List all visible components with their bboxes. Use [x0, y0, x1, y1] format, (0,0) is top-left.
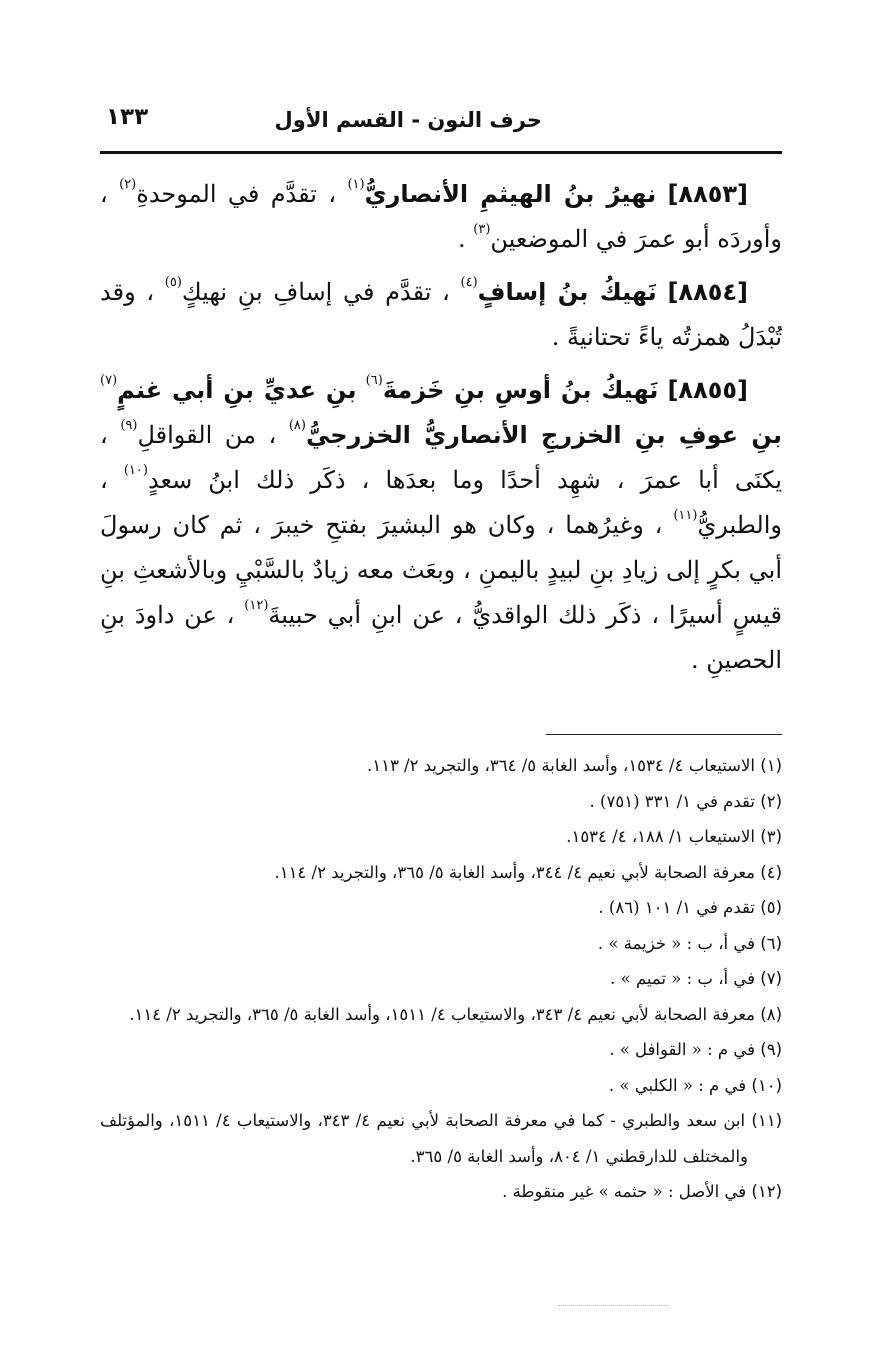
footnote-text: معرفة الصحابة لأبي نعيم ٤/ ٣٤٣، والاستيعاب ٤/ ١٥١١، وأسد الغابة ٥/ ٣٦٥، والتجريد ٢/ ١١٤. [129, 1004, 755, 1024]
footnote-text: في الأصل : « حثمه » غير منقوطة . [502, 1182, 747, 1201]
entry-text: ، عن داودَ بنِ الحصينِ . [100, 601, 782, 674]
footnote [100, 926, 782, 962]
footnote-number: (٤) [760, 862, 782, 882]
footnote-ref: (١٢) [244, 598, 269, 613]
footnote-ref: (١) [347, 177, 365, 192]
footnote-number: (٨) [760, 1004, 782, 1024]
entry-text: ، وغيرُهما ، وكان هو البشيرَ بفتحِ خيبرَ ، ثم كان رسولَ أبي بكرٍ إلى زيادِ بنِ لبيدٍ باليمنِ ، وبعَث معه زيادٌ بالسَّبْيِ وبالأشعثِ بنِ قيسٍ أسيرًا ، ذكَر ذلك الواقديُّ ، عن ابنِ أبي حبيبةَ [100, 511, 783, 629]
entry-name: بنِ عوفِ بنِ الخزرجِ الأنصاريُّ الخزرجيُّ [305, 421, 782, 449]
entry-text: ، وأوردَه أبو عمرَ في الموضعين [100, 180, 782, 253]
running-title: حرف النون - القسم الأول [274, 108, 542, 132]
footnote-text: في أ، ب : « تميم » . [610, 969, 755, 988]
footnote [100, 997, 782, 1033]
footnote-ref: (٦) [365, 373, 383, 388]
footnote-ref: (٨) [288, 418, 306, 433]
footnote [100, 1032, 782, 1068]
entry-8853 [100, 172, 782, 262]
entry-number: [٨٨٥٣] [667, 180, 748, 208]
entry-8854 [100, 270, 782, 360]
footnote [100, 1174, 782, 1210]
footnote [100, 819, 782, 855]
footnote-number: (٩) [760, 1040, 782, 1059]
page-number: ١٣٣ [106, 104, 149, 130]
footnote-text: معرفة الصحابة لأبي نعيم ٤/ ٣٤٤، وأسد الغابة ٥/ ٣٦٥، والتجريد ٢/ ١١٤. [274, 862, 755, 882]
footnote-ref: (٧) [100, 373, 118, 388]
footnote [100, 784, 782, 820]
footnote [100, 1068, 782, 1104]
entry-text: ، وقد تُبْدَلُ همزتُه ياءً تحتانيةً . [100, 278, 782, 351]
entry-text: ، من القواقلِ [137, 421, 277, 449]
footnote-text: الاستيعاب ١/ ١٨٨، ٤/ ١٥٣٤. [566, 827, 755, 846]
entry-text: . [457, 225, 466, 253]
footnote [100, 890, 782, 926]
footnote-ref: (٣) [473, 222, 491, 237]
footnote-number: (٥) [760, 898, 782, 917]
footer-dotted-line [558, 1305, 668, 1306]
page-header [100, 104, 782, 148]
footnote [100, 748, 782, 784]
footnote-number: (٧) [760, 969, 782, 988]
footnote-ref: (٩) [120, 418, 138, 433]
entry-text: ، تقدَّم في إسافِ بنِ نهيكٍ [181, 278, 450, 306]
entry-number: [٨٨٥٤] [667, 278, 748, 306]
header-rule [100, 151, 782, 154]
entry-name: نهيرُ بنُ الهيثمِ الأنصاريُّ [364, 180, 657, 208]
footnote-ref: (٥) [164, 275, 182, 290]
footnote-number: (٢) [760, 791, 782, 811]
footnote-number: (٣) [760, 827, 782, 846]
footnote-separator [546, 734, 782, 735]
footnote-text: في م : « الكلبي » . [608, 1075, 747, 1095]
footnotes [100, 748, 782, 1210]
footnote-number: (١٠) [751, 1075, 782, 1095]
footnote-number: (٦) [760, 933, 782, 953]
footnote [100, 961, 782, 997]
entry-8855 [100, 368, 782, 683]
footnote-number: (١٢) [751, 1182, 782, 1201]
footnote-number: (١) [760, 756, 782, 775]
entry-text: ، تقدَّم في الموحدةِ [136, 180, 337, 208]
footnote [100, 855, 782, 891]
footnote-text: في أ، ب : « خزيمة » . [597, 933, 755, 953]
footnote-text: ابن سعد والطبري - كما في معرفة الصحابة لأبي نعيم ٤/ ٣٤٣، والاستيعاب ٤/ ١٥١١، والمؤتلف والمختلف للدارقطني ١/ ٨٠٤، وأسد الغابة ٥/ ٣٦٥. [100, 1111, 748, 1166]
footnote-text: تقدم في ١/ ١٠١ (٨٦) . [598, 898, 755, 917]
footnote [100, 1103, 782, 1174]
entry-number: [٨٨٥٥] [667, 376, 748, 404]
entry-text: ، يكنَى أبا عمرَ ، شهِد أحدًا وما بعدَها ، ذكَر ذلك ابنُ سعدٍ [100, 421, 782, 494]
footnote-ref: (٢) [119, 177, 137, 192]
footnote-text: في م : « القوافل » . [609, 1040, 755, 1059]
footnote-number: (١١) [751, 1111, 782, 1130]
footnote-ref: (١٠) [123, 463, 148, 478]
main-text [100, 172, 782, 691]
footnote-text: تقدم في ١/ ٣٣١ (٧٥١) . [589, 791, 755, 811]
entry-name: نَهيكُ بنُ إسافٍ [477, 278, 657, 306]
footnote-text: الاستيعاب ٤/ ١٥٣٤، وأسد الغابة ٥/ ٣٦٤، والتجريد ٢/ ١١٣. [366, 756, 755, 775]
entry-text: ، والطبريُّ [100, 466, 782, 539]
entry-name: بنِ عديِّ بنِ أبي غنمٍ [117, 376, 357, 404]
entry-name: نَهيكُ بنُ أوسِ بنِ خَزمةَ [382, 376, 659, 404]
footnote-ref: (٤) [460, 275, 478, 290]
footnote-ref: (١١) [673, 508, 698, 523]
